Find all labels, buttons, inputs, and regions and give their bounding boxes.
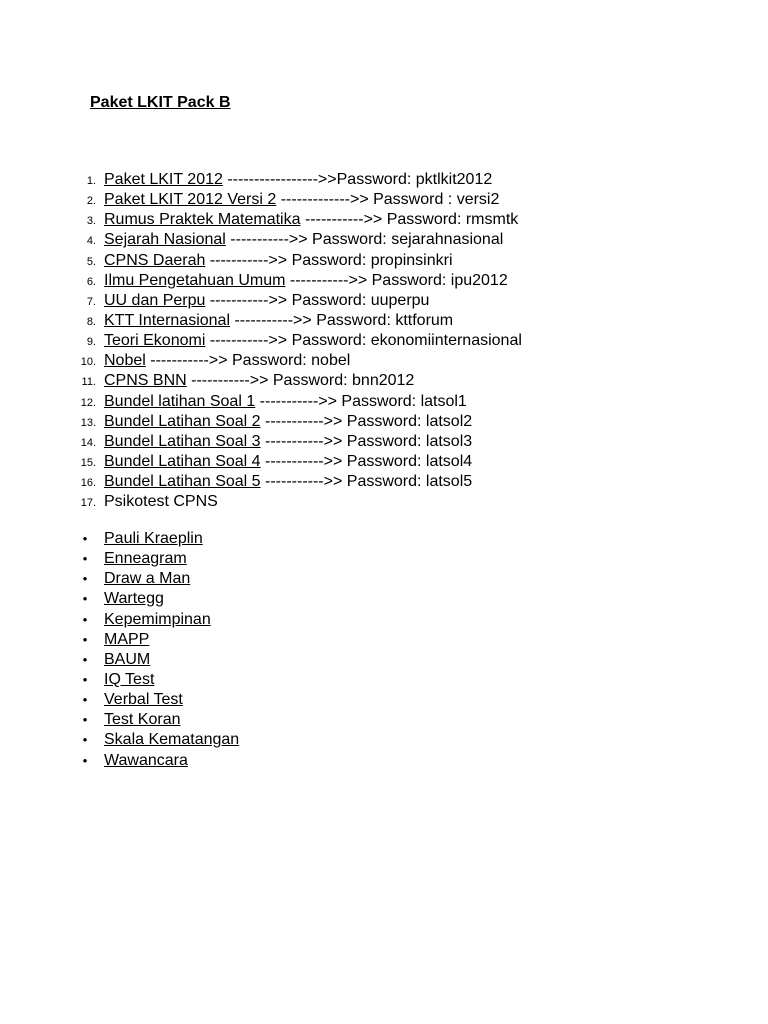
- bullet-icon: •: [82, 631, 88, 647]
- list-item-content: [104, 371, 414, 391]
- test-link[interactable]: Skala Kematangan: [104, 731, 240, 749]
- password-text: ----------->> Password: uuperpu: [205, 291, 430, 309]
- download-link[interactable]: CPNS Daerah: [104, 251, 206, 269]
- password-text: ----------->> Password: ipu2012: [285, 271, 508, 289]
- password-text: ----------->> Password: latsol2: [260, 412, 473, 430]
- test-link[interactable]: Verbal Test: [104, 691, 183, 709]
- list-item-number: 17.: [80, 497, 96, 510]
- bullet-icon: •: [82, 692, 88, 708]
- test-link[interactable]: Enneagram: [104, 550, 187, 568]
- page-title: Paket LKIT Pack B: [90, 94, 231, 111]
- list-item-number: 6.: [86, 275, 96, 288]
- bullet-icon: •: [82, 571, 88, 587]
- password-text: ----------->> Password: bnn2012: [186, 372, 415, 390]
- download-link[interactable]: KTT Internasional: [104, 311, 230, 329]
- list-item-number: 12.: [80, 396, 96, 409]
- test-link[interactable]: Test Koran: [104, 711, 181, 729]
- password-text: ----------->> Password: propinsinkri: [205, 251, 453, 269]
- list-item-number: 9.: [86, 336, 96, 349]
- download-link[interactable]: Paket LKIT 2012: [104, 171, 223, 188]
- list-item-content: [104, 351, 350, 371]
- bullet-icon: •: [82, 752, 88, 768]
- list-item-content: [104, 230, 503, 250]
- list-item-number: 8.: [86, 315, 96, 328]
- password-text: ----------->> Password: latsol3: [260, 432, 473, 450]
- list-item-number: 14.: [80, 436, 96, 449]
- test-link[interactable]: Kepemimpinan: [104, 610, 211, 628]
- download-link[interactable]: Paket LKIT 2012 Versi 2: [104, 191, 277, 209]
- list-item-number: 3.: [86, 215, 96, 228]
- list-item-content: [104, 210, 518, 230]
- password-text: ----------->> Password: ekonomiinternasional: [205, 332, 522, 350]
- password-text: ----------->> Password: latsol4: [260, 452, 473, 470]
- download-link[interactable]: Rumus Praktek Matematika: [104, 211, 301, 229]
- password-text: ----------->> Password: rmsmtk: [300, 211, 519, 229]
- list-item-content: [104, 190, 499, 210]
- download-link[interactable]: UU dan Perpu: [104, 291, 206, 309]
- download-link[interactable]: Teori Ekonomi: [104, 332, 206, 350]
- list-item-number: 5.: [86, 255, 96, 268]
- list-item-content: [104, 170, 492, 190]
- list-item-content: [104, 412, 472, 432]
- download-link[interactable]: Bundel Latihan Soal 5: [104, 473, 261, 491]
- password-text: ----------->> Password: kttforum: [230, 311, 454, 329]
- test-link[interactable]: Wawancara: [104, 751, 188, 769]
- download-link[interactable]: Bundel latihan Soal 1: [104, 392, 256, 410]
- list-item-number: 13.: [80, 416, 96, 429]
- test-link[interactable]: MAPP: [104, 630, 150, 648]
- download-link[interactable]: Ilmu Pengetahuan Umum: [104, 271, 286, 289]
- list-item-number: 15.: [80, 456, 96, 469]
- list-item-number: 1.: [86, 175, 96, 187]
- password-text: ----------------->>Password: pktlkit2012: [222, 171, 493, 188]
- list-item-content: [104, 472, 472, 492]
- test-link[interactable]: Wartegg: [104, 590, 164, 608]
- download-link[interactable]: Bundel Latihan Soal 3: [104, 432, 261, 450]
- bullet-icon: •: [82, 732, 88, 748]
- bullet-icon: •: [82, 611, 88, 627]
- list-item-content: [104, 291, 429, 311]
- password-text: ----------->> Password: sejarahnasional: [225, 231, 504, 249]
- test-link[interactable]: Draw a Man: [104, 570, 191, 588]
- bullet-icon: •: [82, 671, 88, 687]
- list-item-number: 16.: [80, 477, 96, 490]
- list-item-number: 11.: [81, 376, 96, 389]
- test-link[interactable]: BAUM: [104, 650, 151, 668]
- list-item-number: 2.: [86, 195, 96, 208]
- download-link[interactable]: Sejarah Nasional: [104, 231, 226, 249]
- password-text: ----------->> Password: latsol5: [260, 473, 473, 491]
- list-item-number: 10.: [80, 356, 96, 369]
- list-item-content: [104, 311, 453, 331]
- bullet-icon: •: [82, 531, 88, 546]
- list-item-content: [104, 331, 522, 351]
- password-text: Psikotest CPNS: [104, 493, 218, 511]
- download-link[interactable]: Bundel Latihan Soal 4: [104, 452, 261, 470]
- list-item-content: [104, 271, 508, 291]
- bullet-icon: •: [82, 591, 88, 607]
- list-item-content: [104, 432, 472, 452]
- download-link[interactable]: Nobel: [104, 352, 146, 370]
- bullet-icon: •: [82, 551, 88, 567]
- bullet-icon: •: [82, 712, 88, 728]
- list-item-content: [104, 492, 218, 512]
- list-item-number: 7.: [86, 295, 96, 308]
- list-item-content: [104, 251, 453, 271]
- list-item-content: [104, 392, 467, 412]
- test-link[interactable]: Pauli Kraeplin: [104, 530, 203, 547]
- bullet-icon: •: [82, 651, 88, 667]
- download-link[interactable]: Bundel Latihan Soal 2: [104, 412, 261, 430]
- password-text: ----------->> Password: nobel: [145, 352, 351, 370]
- password-text: ----------->> Password: latsol1: [255, 392, 467, 410]
- password-text: ------------->> Password : versi2: [276, 191, 500, 209]
- test-link[interactable]: IQ Test: [104, 670, 155, 688]
- download-link[interactable]: CPNS BNN: [104, 372, 187, 390]
- list-item-content: [104, 452, 472, 472]
- list-item-number: 4.: [86, 235, 96, 248]
